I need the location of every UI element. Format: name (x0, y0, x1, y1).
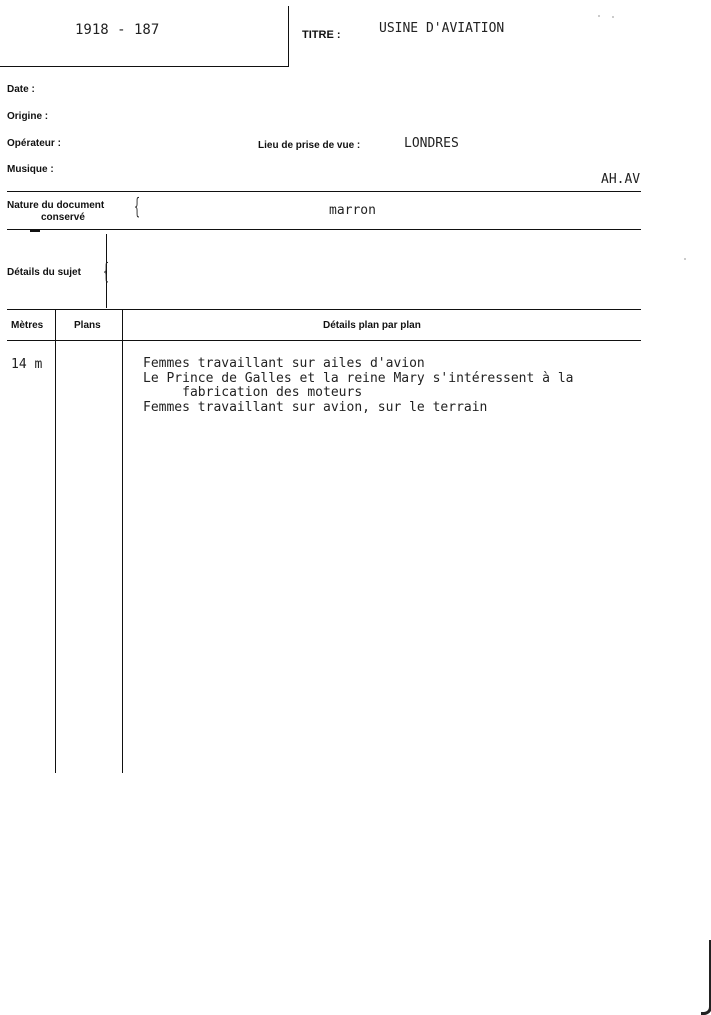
separator-tick (30, 230, 40, 232)
header-box-right-border (288, 6, 289, 67)
column-header-plans: Plans (74, 320, 101, 331)
scan-speck (612, 16, 614, 18)
musique-label: Musique : (7, 164, 54, 175)
nature-brace: { (133, 195, 141, 220)
details-sujet-label: Détails du sujet (7, 267, 81, 278)
column-divider-metres (55, 310, 56, 773)
scan-speck (684, 258, 686, 260)
date-label: Date : (7, 84, 35, 95)
title-value: USINE D'AVIATION (379, 21, 505, 36)
lieu-value: LONDRES (404, 136, 459, 151)
nature-label-line2: conservé (41, 212, 85, 223)
table-row-metres: 14 m (11, 357, 43, 372)
details-sujet-brace: { (102, 260, 110, 285)
reference-number: 1918 - 187 (75, 22, 160, 38)
title-label: TITRE : (302, 29, 341, 41)
table-row-details (143, 357, 573, 415)
shot-line-4: Femmes travaillant sur avion, sur le terrain (143, 399, 488, 415)
origine-label: Origine : (7, 111, 49, 122)
column-header-metres: Mètres (11, 320, 44, 331)
archive-code: AH.AV (601, 172, 641, 187)
column-divider-plans (122, 310, 123, 773)
separator-nature (7, 229, 641, 230)
nature-value: marron (329, 203, 376, 218)
lieu-label: Lieu de prise de vue : (258, 140, 361, 151)
table-header-bottom-border (7, 340, 641, 341)
shot-line-3: fabrication des moteurs (143, 385, 363, 400)
scan-speck (598, 15, 600, 17)
header-box-bottom-border (0, 66, 289, 67)
column-header-details: Détails plan par plan (323, 320, 421, 331)
nature-label-line1: Nature du document (7, 200, 105, 211)
page-edge-curl (701, 940, 711, 1015)
shot-line-1: Femmes travaillant sur ailes d'avion (143, 356, 425, 371)
shot-line-2: Le Prince de Galles et la reine Mary s'intéressent à la (143, 370, 574, 386)
table-top-border (7, 309, 641, 310)
operateur-label: Opérateur : (7, 138, 61, 149)
separator-top (7, 191, 641, 192)
